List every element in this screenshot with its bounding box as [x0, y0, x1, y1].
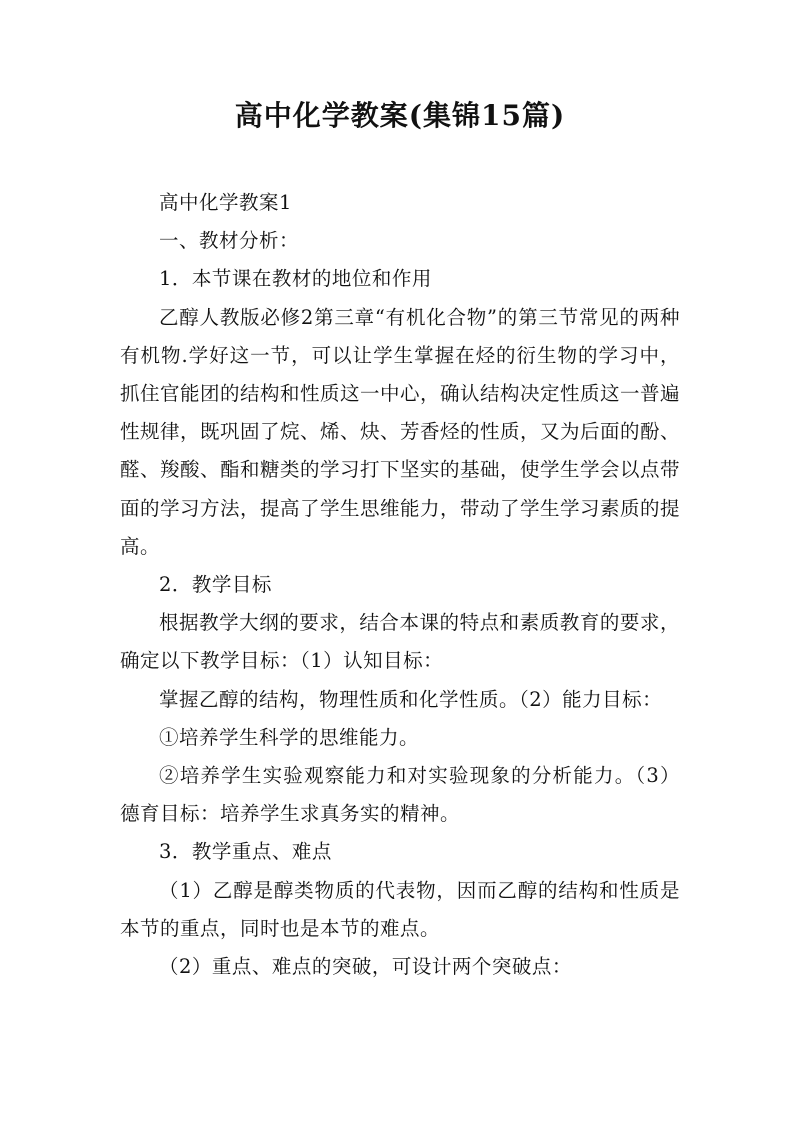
paragraph: 1．本节课在教材的地位和作用 — [159, 267, 432, 291]
paragraph: 2．教学目标 — [159, 573, 272, 597]
document-body — [120, 184, 680, 986]
document-title: 高中化学教案(集锦15篇) — [234, 99, 566, 132]
paragraph: 3．教学重点、难点 — [159, 840, 332, 864]
paragraph: （2）重点、难点的突破，可设计两个突破点： — [159, 955, 572, 979]
paragraph: 一、教材分析： — [159, 229, 300, 253]
paragraph: （1）乙醇是醇类物质的代表物，因而乙醇的结构和性质是本节的重点，同时也是本节的难点。 — [120, 878, 680, 940]
paragraph: ①培养学生科学的思维能力。 — [159, 725, 420, 749]
paragraph: 高中化学教案1 — [159, 191, 292, 214]
paragraph: 掌握乙醇的结构，物理性质和化学性质。（2）能力目标： — [159, 687, 663, 711]
paragraph: 乙醇人教版必修2第三章“有机化合物”的第三节常见的两种有机物.学好这一节，可以让学生掌握在烃的衍生物的学习中，抓住官能团的结构和性质这一中心，确认结构决定性质这一普遍性规律，既巩固了烷、烯、炔、芳香烃的性质，又为后面的酚、醛、羧酸、酯和糖类的学习打下坚实的基础，使学生学会以点带面的学习方法，提高了学生思维能力，带动了学生学习素质的提高。 — [120, 305, 681, 558]
paragraph: 根据教学大纲的要求，结合本课的特点和素质教育的要求，确定以下教学目标：（1）认知目标： — [120, 611, 680, 673]
paragraph: ②培养学生实验观察能力和对实验现象的分析能力。（3）德育目标：培养学生求真务实的精神。 — [120, 764, 680, 826]
